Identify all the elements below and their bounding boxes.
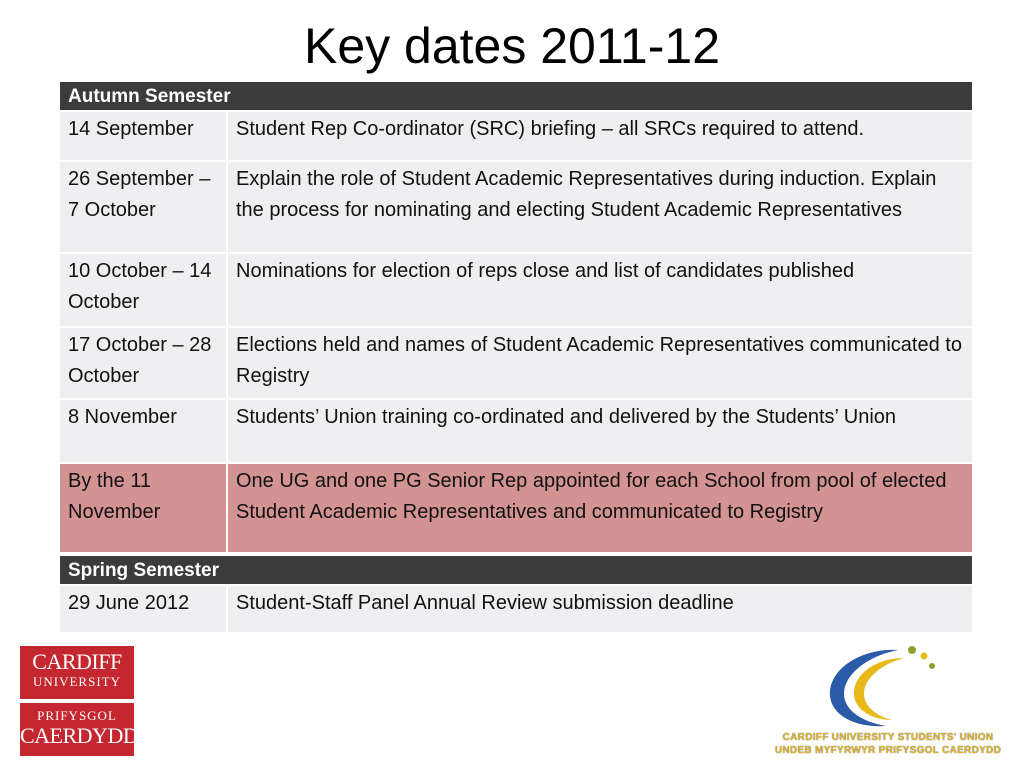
description-cell: Elections held and names of Student Academic Representatives communicated to Registry (228, 328, 972, 398)
table-row (60, 328, 972, 398)
table-row (60, 254, 972, 326)
date-cell: By the 11 November (60, 464, 226, 552)
cardiff-university-logo-bottom: PRIFYSGOL CAERDYDD (20, 703, 134, 756)
students-union-name-english: CARDIFF UNIVERSITY STUDENTS' UNION (782, 732, 994, 743)
date-cell: 17 October – 28 October (60, 328, 226, 398)
table-row (60, 586, 972, 632)
slide-title: Key dates 2011-12 (303, 18, 721, 74)
cardiff-university-logo-top: CARDIFF UNIVERSITY (20, 646, 134, 699)
autumn-semester-header: Autumn Semester (60, 82, 972, 110)
date-cell: 14 September (60, 112, 226, 160)
date-cell: 26 September – 7 October (60, 162, 226, 252)
description-cell: Nominations for election of reps close and list of candidates published (228, 254, 972, 326)
date-cell: 8 November (60, 400, 226, 462)
table-row (60, 400, 972, 462)
table-row (60, 112, 972, 160)
table-row-highlighted (60, 464, 972, 552)
table-row (60, 162, 972, 252)
date-cell: 10 October – 14 October (60, 254, 226, 326)
cardiff-university-logo (20, 646, 139, 756)
description-cell: One UG and one PG Senior Rep appointed for each School from pool of elected Student Academic Representatives and communicated to Registry (228, 464, 972, 552)
spring-semester-header: Spring Semester (60, 556, 972, 584)
students-union-logo (770, 644, 1006, 756)
description-cell: Students’ Union training co-ordinated and delivered by the Students’ Union (228, 400, 972, 462)
students-union-crescent-icon (820, 644, 956, 730)
description-cell: Student Rep Co-ordinator (SRC) briefing – all SRCs required to attend. (228, 112, 972, 160)
description-cell: Explain the role of Student Academic Representatives during induction. Explain the process for nominating and electing Student Academic Representatives (228, 162, 972, 252)
description-cell: Student-Staff Panel Annual Review submission deadline (228, 586, 972, 632)
date-cell: 29 June 2012 (60, 586, 226, 632)
students-union-name-welsh: UNDEB MYFYRWYR PRIFYSGOL CAERDYDD (774, 745, 1002, 756)
